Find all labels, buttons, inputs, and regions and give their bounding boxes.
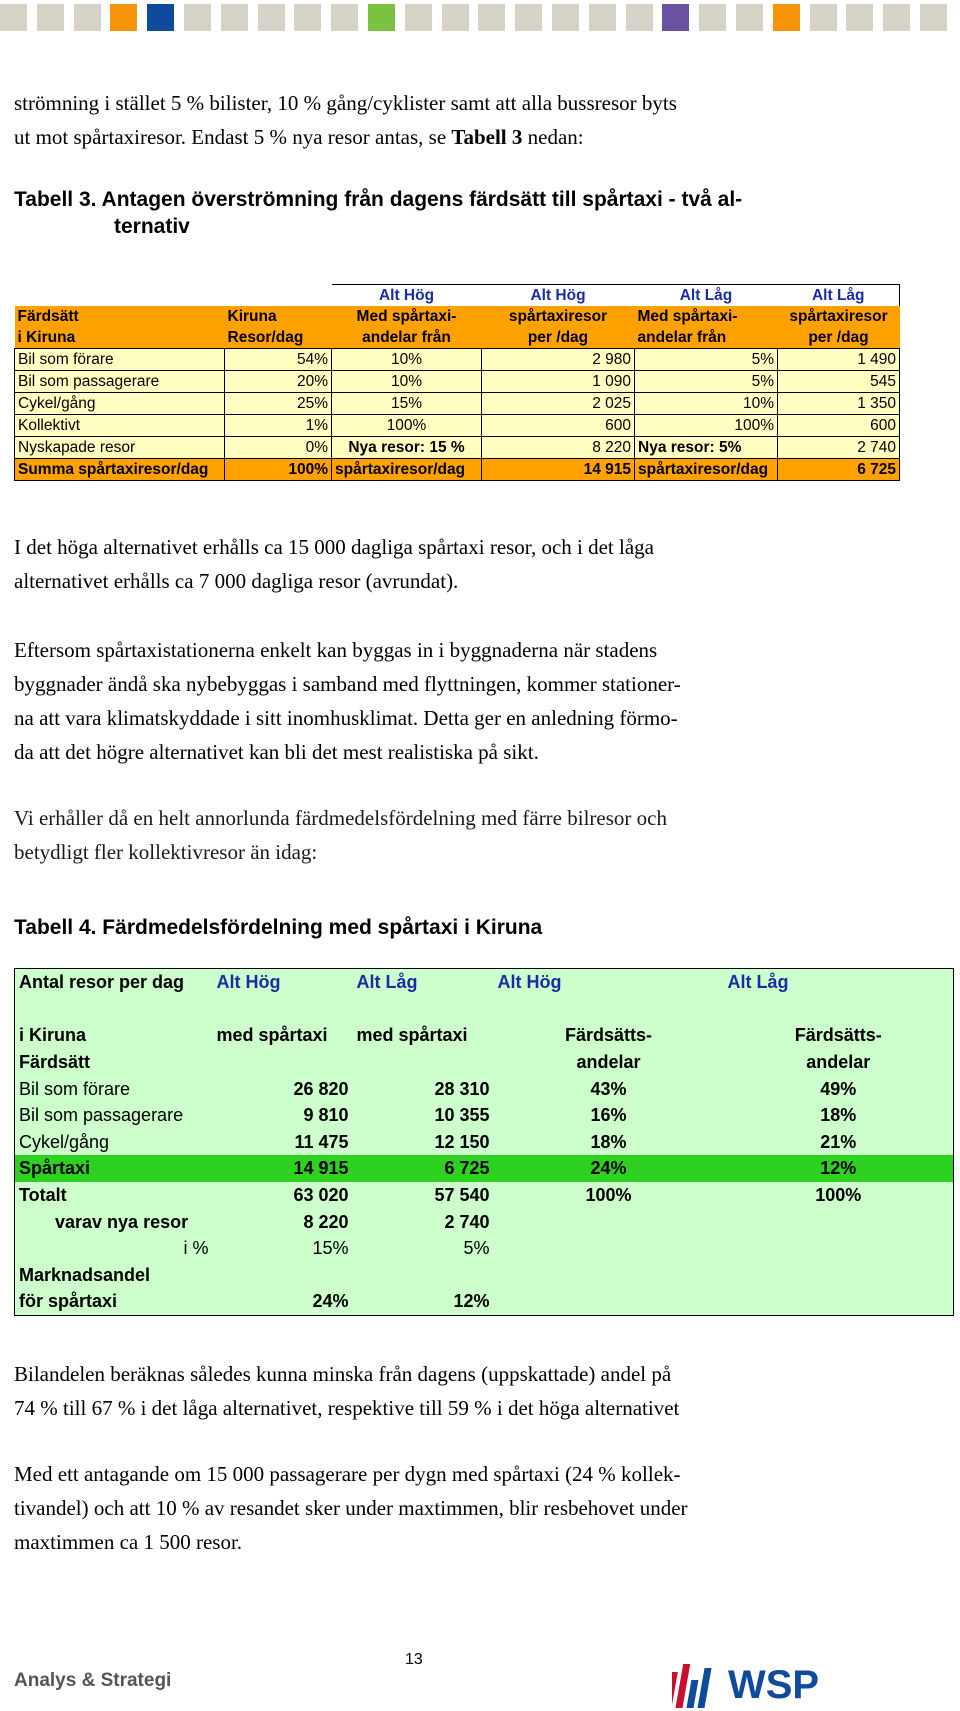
table-cell: 10% — [332, 349, 482, 371]
header-color-square — [294, 4, 321, 31]
table-cell: 15% — [332, 393, 482, 415]
table-cell: 12 150 — [434, 1131, 490, 1152]
table-cell: 54% — [225, 349, 332, 371]
table-cell: 12% — [724, 1155, 954, 1182]
header-color-square — [626, 4, 653, 31]
row-label: Bil som passagerare — [19, 1105, 184, 1126]
header-color-square — [736, 4, 763, 31]
header-cell: per /dag — [482, 327, 635, 349]
table3-caption — [14, 186, 742, 240]
table-cell: 49% — [820, 1078, 857, 1099]
table-cell: 1 090 — [482, 371, 635, 393]
table-cell: 14 915 — [482, 459, 635, 481]
header-color-square — [221, 4, 248, 31]
text-line: da att det högre alternativet kan bli det mest realistiska på sikt. — [14, 740, 539, 764]
table-cell: 16% — [590, 1105, 627, 1126]
paragraph-result — [14, 530, 654, 598]
header-cell: Med spårtaxi- — [635, 306, 778, 327]
text-line: na att vara klimatskyddade i sitt inomhusklimat. Detta ger en anledning förmo- — [14, 706, 678, 730]
table-row — [15, 1262, 954, 1289]
text-line: Vi erhåller då en helt annorlunda färdmedelsfördelning med färre bilresor och — [14, 806, 667, 830]
table-cell: 100% — [225, 459, 332, 481]
table-cell: 63 020 — [293, 1185, 349, 1206]
table-subheader-row — [15, 1049, 954, 1076]
paragraph-intro — [14, 86, 677, 154]
header-cell: andelar — [576, 1052, 641, 1073]
header-cell: Med spårtaxi- — [332, 306, 482, 327]
header-color-square — [883, 4, 910, 31]
row-label: Bil som förare — [19, 1078, 131, 1099]
table-cell: 21% — [820, 1131, 857, 1152]
table-cell: 10% — [332, 371, 482, 393]
table-header-row — [15, 327, 900, 349]
table-cell: 43% — [590, 1078, 627, 1099]
header-cell: Resor/dag — [225, 327, 332, 349]
header-color-square — [515, 4, 542, 31]
footer-company-label: Analys & Strategi — [14, 1670, 172, 1691]
header-color-square — [552, 4, 579, 31]
header-cell: spårtaxiresor — [482, 306, 635, 327]
table-cell: 2 980 — [482, 349, 635, 371]
header-cell: spårtaxiresor — [778, 306, 900, 327]
header-cell: andelar från — [332, 327, 482, 349]
header-cell: med spårtaxi — [216, 1025, 328, 1046]
table-cell: 10% — [635, 393, 778, 415]
table-cell: Nya resor: 5% — [635, 437, 778, 459]
table-row — [15, 1075, 954, 1102]
table-row — [15, 1102, 954, 1129]
table-header-row — [15, 969, 954, 996]
table-cell: 1% — [225, 415, 332, 437]
row-label: Summa spårtaxiresor/dag — [15, 459, 225, 481]
header-cell: per /dag — [778, 327, 900, 349]
text-line: ut mot spårtaxiresor. Endast 5 % nya resor antas, se — [14, 125, 452, 149]
row-label: i % — [183, 1238, 209, 1259]
table-cell: 2 025 — [482, 393, 635, 415]
table-row — [15, 371, 900, 393]
text-line: byggnader ändå ska nybebyggas i samband med flyttningen, kommer stationer- — [14, 672, 681, 696]
alt-label: Alt Låg — [778, 285, 900, 307]
table-cell: 600 — [778, 415, 900, 437]
paragraph-peak-hour — [14, 1457, 688, 1559]
table-cell: 20% — [225, 371, 332, 393]
header-color-square — [37, 4, 64, 31]
header-cell: med spårtaxi — [356, 1025, 468, 1046]
row-label: Kollektivt — [15, 415, 225, 437]
table-cell: 600 — [482, 415, 635, 437]
table-cell — [494, 1235, 724, 1262]
table-header-row — [15, 306, 900, 327]
header-color-square — [184, 4, 211, 31]
row-label: Bil som passagerare — [15, 371, 225, 393]
table-cell: 18% — [590, 1131, 627, 1152]
table-cell: 1 350 — [778, 393, 900, 415]
table-reference: Tabell 3 — [451, 125, 523, 149]
caption-line: Tabell 4. Färdmedelsfördelning med spårtaxi i Kiruna — [14, 916, 543, 939]
table-row — [15, 1155, 954, 1182]
header-color-square — [368, 4, 395, 31]
text-line: 74 % till 67 % i det låga alternativet, respektive till 59 % i det höga alternativet — [14, 1396, 680, 1420]
table-cell: 8 220 — [303, 1211, 349, 1232]
table-cell: 545 — [778, 371, 900, 393]
table-cell: 14 915 — [213, 1155, 353, 1182]
text-line: alternativet erhålls ca 7 000 dagliga resor (avrundat). — [14, 569, 459, 593]
table-cell: 1 490 — [778, 349, 900, 371]
logo-mark-icon — [672, 1664, 712, 1708]
alt-label: Alt Låg — [356, 972, 418, 993]
header-cell: Färdsätt — [19, 1052, 91, 1073]
row-label: för spårtaxi — [19, 1291, 118, 1312]
table-cell: 0% — [225, 437, 332, 459]
header-color-square — [810, 4, 837, 31]
table-cell: 6 725 — [778, 459, 900, 481]
table-4 — [14, 968, 954, 1316]
paragraph-stations — [14, 633, 681, 769]
table-row — [15, 349, 900, 371]
table-cell: 12% — [453, 1291, 490, 1312]
text-line: Eftersom spårtaxistationerna enkelt kan byggas in i byggnaderna när stadens — [14, 638, 658, 662]
header-color-square — [478, 4, 505, 31]
paragraph-modal-split — [14, 801, 667, 869]
header-cell: andelar från — [635, 327, 778, 349]
header-color-square — [773, 4, 800, 31]
table-cell: 2 740 — [778, 437, 900, 459]
table-top-row — [15, 285, 900, 307]
table-cell: 24% — [312, 1291, 349, 1312]
table-cell: 100% — [815, 1185, 862, 1206]
table-3 — [14, 284, 900, 481]
table-cell: 18% — [820, 1105, 857, 1126]
table-cell: spårtaxiresor/dag — [635, 459, 778, 481]
text-line: tivandel) och att 10 % av resandet sker under maxtimmen, blir resbehovet under — [14, 1496, 688, 1520]
text-line: Bilandelen beräknas således kunna minska från dagens (uppskattade) andel på — [14, 1362, 672, 1386]
table-cell: 26 820 — [293, 1078, 349, 1099]
text-line: nedan: — [522, 125, 584, 149]
page-number: 13 — [405, 1651, 423, 1668]
table-cell: Nya resor: 15 % — [332, 437, 482, 459]
alt-label: Alt Hög — [497, 972, 562, 993]
header-cell: andelar — [806, 1052, 871, 1073]
table-cell: 25% — [225, 393, 332, 415]
header-cell: Kiruna — [225, 306, 332, 327]
table-cell: spårtaxiresor/dag — [332, 459, 482, 481]
table-cell: 57 540 — [434, 1185, 490, 1206]
table-cell: 6 725 — [353, 1155, 494, 1182]
row-label: Cykel/gång — [15, 393, 225, 415]
row-label: Totalt — [19, 1185, 67, 1206]
table-cell: 100% — [332, 415, 482, 437]
table-cell: 15% — [312, 1238, 349, 1259]
header-color-square — [846, 4, 873, 31]
table-row — [15, 1235, 954, 1262]
table-subheader-row — [15, 1022, 954, 1049]
table-row — [15, 393, 900, 415]
table-cell: 8 220 — [482, 437, 635, 459]
header-cell: Antal resor per dag — [19, 972, 185, 993]
alt-label: Alt Hög — [482, 285, 635, 307]
paragraph-car-share — [14, 1357, 679, 1425]
header-color-square — [699, 4, 726, 31]
row-label: Spårtaxi — [15, 1155, 213, 1182]
alt-label: Alt Hög — [216, 972, 281, 993]
header-color-square — [920, 4, 947, 31]
table-row — [15, 1208, 954, 1235]
text-line: I det höga alternativet erhålls ca 15 000 dagliga spårtaxi resor, och i det låga — [14, 535, 654, 559]
table-row — [15, 437, 900, 459]
header-color-square — [0, 4, 27, 31]
table-cell: 2 740 — [444, 1211, 490, 1232]
table-row — [15, 459, 900, 481]
row-label: Nyskapade resor — [15, 437, 225, 459]
header-color-square — [662, 4, 689, 31]
alt-label: Alt Låg — [635, 285, 778, 307]
wsp-logo — [672, 1654, 840, 1710]
table-cell — [724, 1235, 954, 1262]
header-cell: i Kiruna — [15, 327, 225, 349]
table-cell: 100% — [585, 1185, 632, 1206]
table-cell: 5% — [635, 349, 778, 371]
header-cell: i Kiruna — [19, 1025, 87, 1046]
row-label: Cykel/gång — [19, 1131, 110, 1152]
table-cell: 24% — [494, 1155, 724, 1182]
header-color-square — [331, 4, 358, 31]
table-cell — [494, 1208, 724, 1235]
table-row — [15, 1129, 954, 1156]
table-cell — [724, 1208, 954, 1235]
text-line: Med ett antagande om 15 000 passagerare per dygn med spårtaxi (24 % kollek- — [14, 1462, 681, 1486]
text-line: betydligt fler kollektivresor än idag: — [14, 840, 318, 864]
table-cell: 5% — [463, 1238, 490, 1259]
text-line: strömning i stället 5 % bilister, 10 % gång/cyklister samt att alla bussresor byts — [14, 91, 677, 115]
logo-text: WSP — [728, 1663, 820, 1707]
header-color-square — [110, 4, 137, 31]
header-color-square — [405, 4, 432, 31]
header-cell: Färdsätt — [15, 306, 225, 327]
header-cell: Färdsätts- — [564, 1025, 653, 1046]
table-cell: 11 475 — [294, 1131, 349, 1152]
header-color-square — [147, 4, 174, 31]
table-row — [15, 1182, 954, 1209]
text-line: maxtimmen ca 1 500 resor. — [14, 1530, 243, 1554]
table-cell: 28 310 — [434, 1078, 490, 1099]
alt-label: Alt Hög — [332, 285, 482, 307]
header-color-square — [74, 4, 101, 31]
row-label: Marknadsandel — [19, 1264, 151, 1285]
table-cell: 100% — [635, 415, 778, 437]
table-cell: 9 810 — [303, 1105, 349, 1126]
caption-line: ternativ — [114, 215, 190, 238]
table-row — [15, 1288, 954, 1315]
header-cell: Färdsätts- — [794, 1025, 882, 1046]
table4-caption — [14, 914, 542, 941]
row-label: Bil som förare — [15, 349, 225, 371]
row-label: varav nya resor — [55, 1211, 189, 1232]
alt-label: Alt Låg — [727, 972, 789, 993]
table-row — [15, 415, 900, 437]
header-color-square — [258, 4, 285, 31]
caption-line: Tabell 3. Antagen överströmning från dagens färdsätt till spårtaxi - två al- — [14, 188, 743, 211]
table-cell: 5% — [635, 371, 778, 393]
header-color-strip — [0, 0, 960, 34]
spacer-row — [15, 996, 954, 1023]
header-color-square — [589, 4, 616, 31]
header-color-square — [442, 4, 469, 31]
table-cell: 10 355 — [434, 1105, 490, 1126]
